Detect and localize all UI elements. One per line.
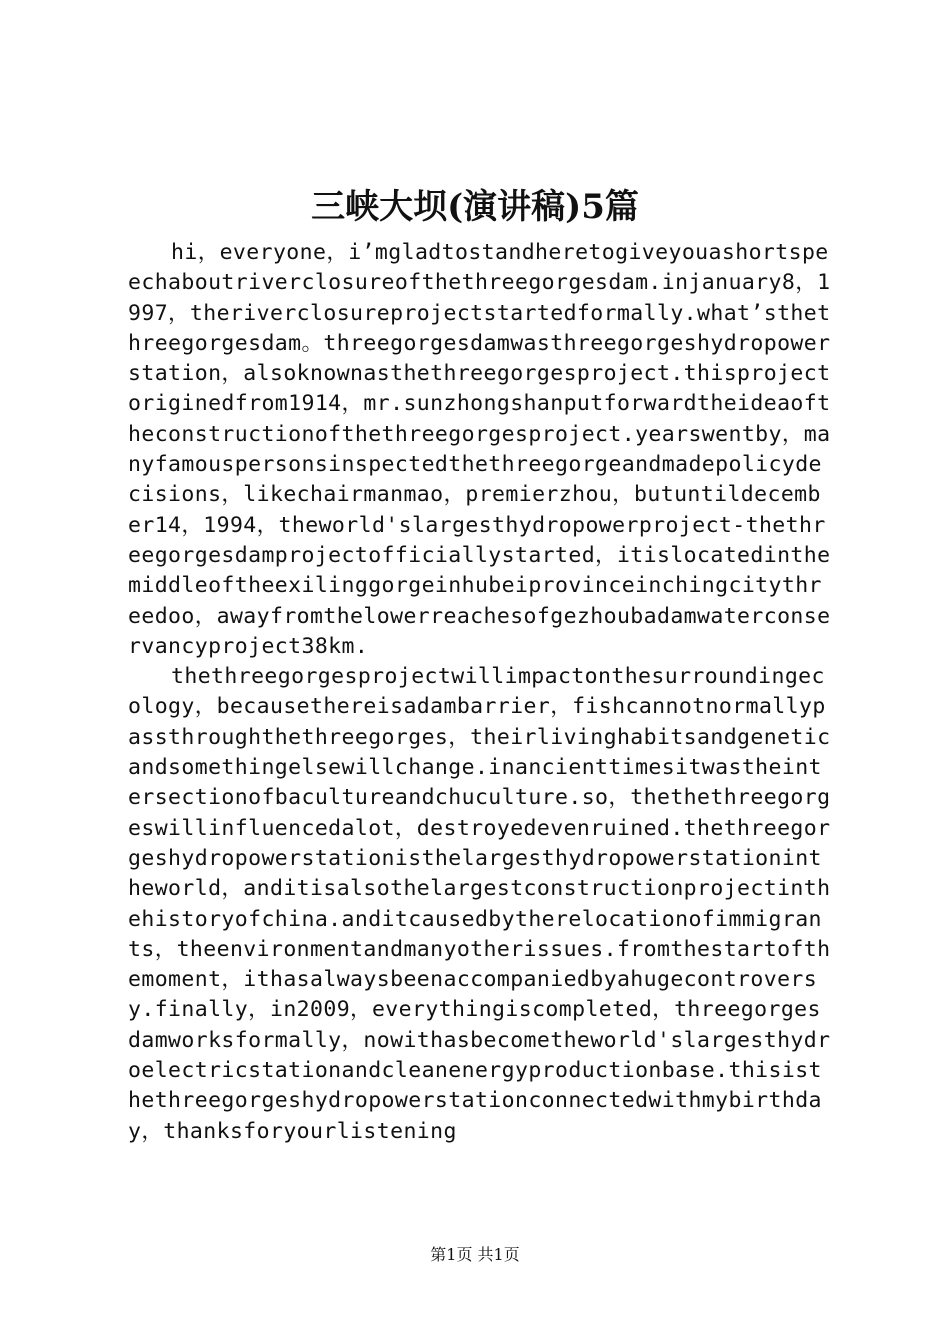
paragraph-2: thethreegorgesprojectwillimpactonthesurroundingecology，becausethereisadambarrier，fishcannotnormallypassthroughthethreegorges，theirlivinghabitsandgeneticandsomethingelsewillchange.inancienttimesitwastheintersectionofbacultureandchuculture.so，thethethreegorgeswillinfluencedalot，destroyedevenruined.thethreegorgeshydropowerstationisthelargesthydropowerstationintheworld，anditisalsothelargestconstructionprojectinthehistoryofchina.anditcausedbytherelocationofimmigrants，theenvironmentandmanyotherissues.fromthestartofthemoment，ithasalwaysbeenaccompaniedbyahugecontroversy.finally，in2009，everythingiscompleted，threegorgesdamworksformally，nowithasbecometheworld'slargesthydroelectricstationandcleanenergyproductionbase.thisisthethreegorgeshydropowerstationconnectedwithmybirthday，thanksforyourlistening (128, 664, 831, 1144)
paragraph-1: hi，everyone，i’mgladtostandheretogiveyouashortspeechaboutriverclosureofthethreegorgesdam.injanuary8，1997，theriverclosureprojectstartedformally.what’sthethreegorgesdam。threegorgesdamwasthreegorgeshydropowerstation，alsoknownasthethreegorgesproject.thisprojectoriginedfrom1914，mr.sunzhongshanputforwardtheideaoftheconstructionofthethreegorgesproject.yearswentby，manyfamouspersonsinspectedthethreegorgeandmadepolicydecisions，likechairmanmao，premierzhou，butuntildecember14，1994，theworld'slargesthydropowerproject-thethreegorgesdamprojectofficiallystarted，itislocatedinthemiddleoftheexilinggorgeinhubeiprovinceinchingcitythreedoo，awayfromthelowerreachesofgezhoubadamwaterconservancyproject38km. (128, 240, 831, 659)
document-body (128, 238, 832, 1147)
document-title: 三峡大坝(演讲稿)5篇 (311, 187, 639, 227)
page-number-footer: 第1页 共1页 (430, 1245, 520, 1264)
